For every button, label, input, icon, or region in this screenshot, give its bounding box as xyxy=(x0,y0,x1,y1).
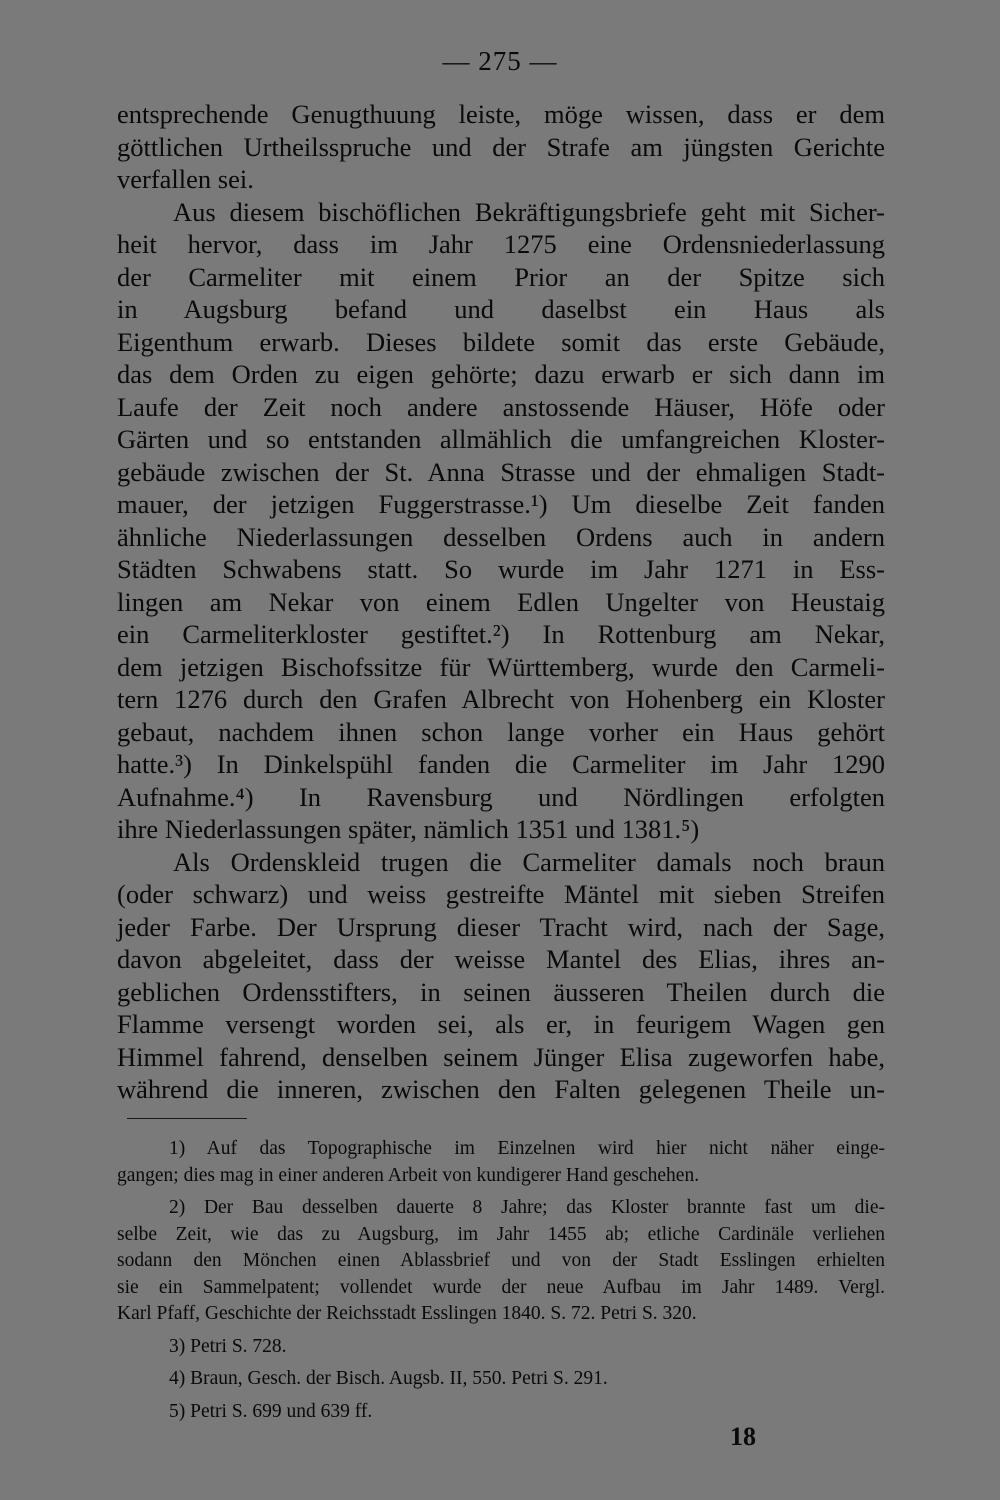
text-line: Städten Schwabens statt. So wurde im Jahr 1271 in Ess- xyxy=(117,554,885,584)
text-line: gebäude zwischen der St. Anna Strasse und der ehmaligen Stadt- xyxy=(117,456,885,487)
text-line: Laufe der Zeit noch andere anstossende Häuser, Höfe oder xyxy=(117,391,885,422)
signature-mark: 18 xyxy=(730,1422,756,1451)
footnote xyxy=(117,1399,885,1426)
text-line: davon abgeleitet, dass der weisse Mantel des Elias, ihres an- xyxy=(117,944,885,974)
text-line: mauer, der jetzigen Fuggerstrasse.¹) Um dieselbe Zeit fanden xyxy=(117,489,885,519)
text-line: lingen am Nekar von einem Edlen Ungelter von Heustaig xyxy=(117,586,885,617)
footnote-line: gangen; dies mag in einer anderen Arbeit von kundigerer Hand geschehen. xyxy=(117,1164,700,1186)
text-line: tern 1276 durch den Grafen Albrecht von Hohenberg ein Kloster xyxy=(117,684,885,714)
text-line: gebaut, nachdem ihnen schon lange vorher ein Haus gehört xyxy=(117,716,885,747)
body-text xyxy=(117,98,885,1106)
footnote-line: 2) Der Bau desselben dauerte 8 Jahre; das Kloster brannte fast um die- xyxy=(169,1197,885,1218)
page-number: — 275 — xyxy=(442,46,558,76)
footnote-line: 4) Braun, Gesch. der Bisch. Augsb. II, 550. Petri S. 291. xyxy=(169,1368,608,1389)
text-line: in Augsburg befand und daselbst ein Haus als xyxy=(117,294,885,324)
text-line: verfallen sei. xyxy=(117,164,254,194)
text-line: ein Carmeliterkloster gestiftet.²) In Rottenburg am Nekar, xyxy=(117,619,885,649)
text-line: hatte.³) In Dinkelspühl fanden die Carmeliter im Jahr 1290 xyxy=(117,749,885,779)
footnote xyxy=(117,1136,885,1189)
text-line: entsprechende Genugthuung leiste, möge wissen, dass er dem xyxy=(117,99,885,129)
footnote-rule xyxy=(127,1118,247,1119)
footnote-line: sie ein Sammelpatent; vollendet wurde der neue Aufbau im Jahr 1489. Vergl. xyxy=(117,1276,885,1298)
text-line: Eigenthum erwarb. Dieses bildete somit das erste Gebäude, xyxy=(117,326,885,357)
text-line: (oder schwarz) und weiss gestreifte Mäntel mit sieben Streifen xyxy=(117,879,885,909)
text-line: Als Ordenskleid trugen die Carmeliter damals noch braun xyxy=(173,846,885,877)
text-line: Aufnahme.⁴) In Ravensburg und Nördlingen erfolgten xyxy=(117,781,885,812)
footnote-line: 1) Auf das Topographische im Einzelnen wird hier nicht näher einge- xyxy=(169,1138,885,1159)
text-line: ihre Niederlassungen später, nämlich 1351 und 1381.⁵) xyxy=(117,814,700,844)
text-line: Gärten und so entstanden allmählich die umfangreichen Kloster- xyxy=(117,424,885,454)
text-line: Flamme versengt worden sei, als er, in feurigem Wagen gen xyxy=(117,1009,885,1039)
text-line: geblichen Ordensstifters, in seinen äusseren Theilen durch die xyxy=(117,976,885,1007)
text-line: der Carmeliter mit einem Prior an der Spitze sich xyxy=(117,261,885,292)
text-line: während die inneren, zwischen den Falten gelegenen Theile un- xyxy=(117,1074,885,1104)
footnote-line: selbe Zeit, wie das zu Augsburg, im Jahr 1455 ab; etliche Cardinäle verliehen xyxy=(117,1223,885,1245)
footnote-line: sodann den Mönchen einen Ablassbrief und von der Stadt Esslingen erhielten xyxy=(117,1250,885,1271)
footnote xyxy=(117,1334,885,1361)
footnote xyxy=(117,1366,885,1393)
footnote-line: 3) Petri S. 728. xyxy=(169,1335,287,1357)
text-line: dem jetzigen Bischofssitze für Württemberg, wurde den Carmeli- xyxy=(117,651,885,682)
text-line: das dem Orden zu eigen gehörte; dazu erwarb er sich dann im xyxy=(117,359,885,389)
footnote xyxy=(117,1195,885,1328)
footnotes xyxy=(117,1136,885,1425)
text-line: heit hervor, dass im Jahr 1275 eine Ordensniederlassung xyxy=(117,229,885,259)
text-line: Himmel fahrend, denselben seinem Jünger Elisa zugeworfen habe, xyxy=(117,1041,885,1072)
text-line: jeder Farbe. Der Ursprung dieser Tracht wird, nach der Sage, xyxy=(117,911,885,942)
footnote-line: 5) Petri S. 699 und 639 ff. xyxy=(169,1400,373,1422)
text-line: göttlichen Urtheilsspruche und der Strafe am jüngsten Gerichte xyxy=(117,131,885,162)
text-line: ähnliche Niederlassungen desselben Ordens auch in andern xyxy=(117,521,885,552)
footnote-line: Karl Pfaff, Geschichte der Reichsstadt Esslingen 1840. S. 72. Petri S. 320. xyxy=(117,1303,697,1324)
text-line: Aus diesem bischöflichen Bekräftigungsbriefe geht mit Sicher- xyxy=(173,196,885,227)
